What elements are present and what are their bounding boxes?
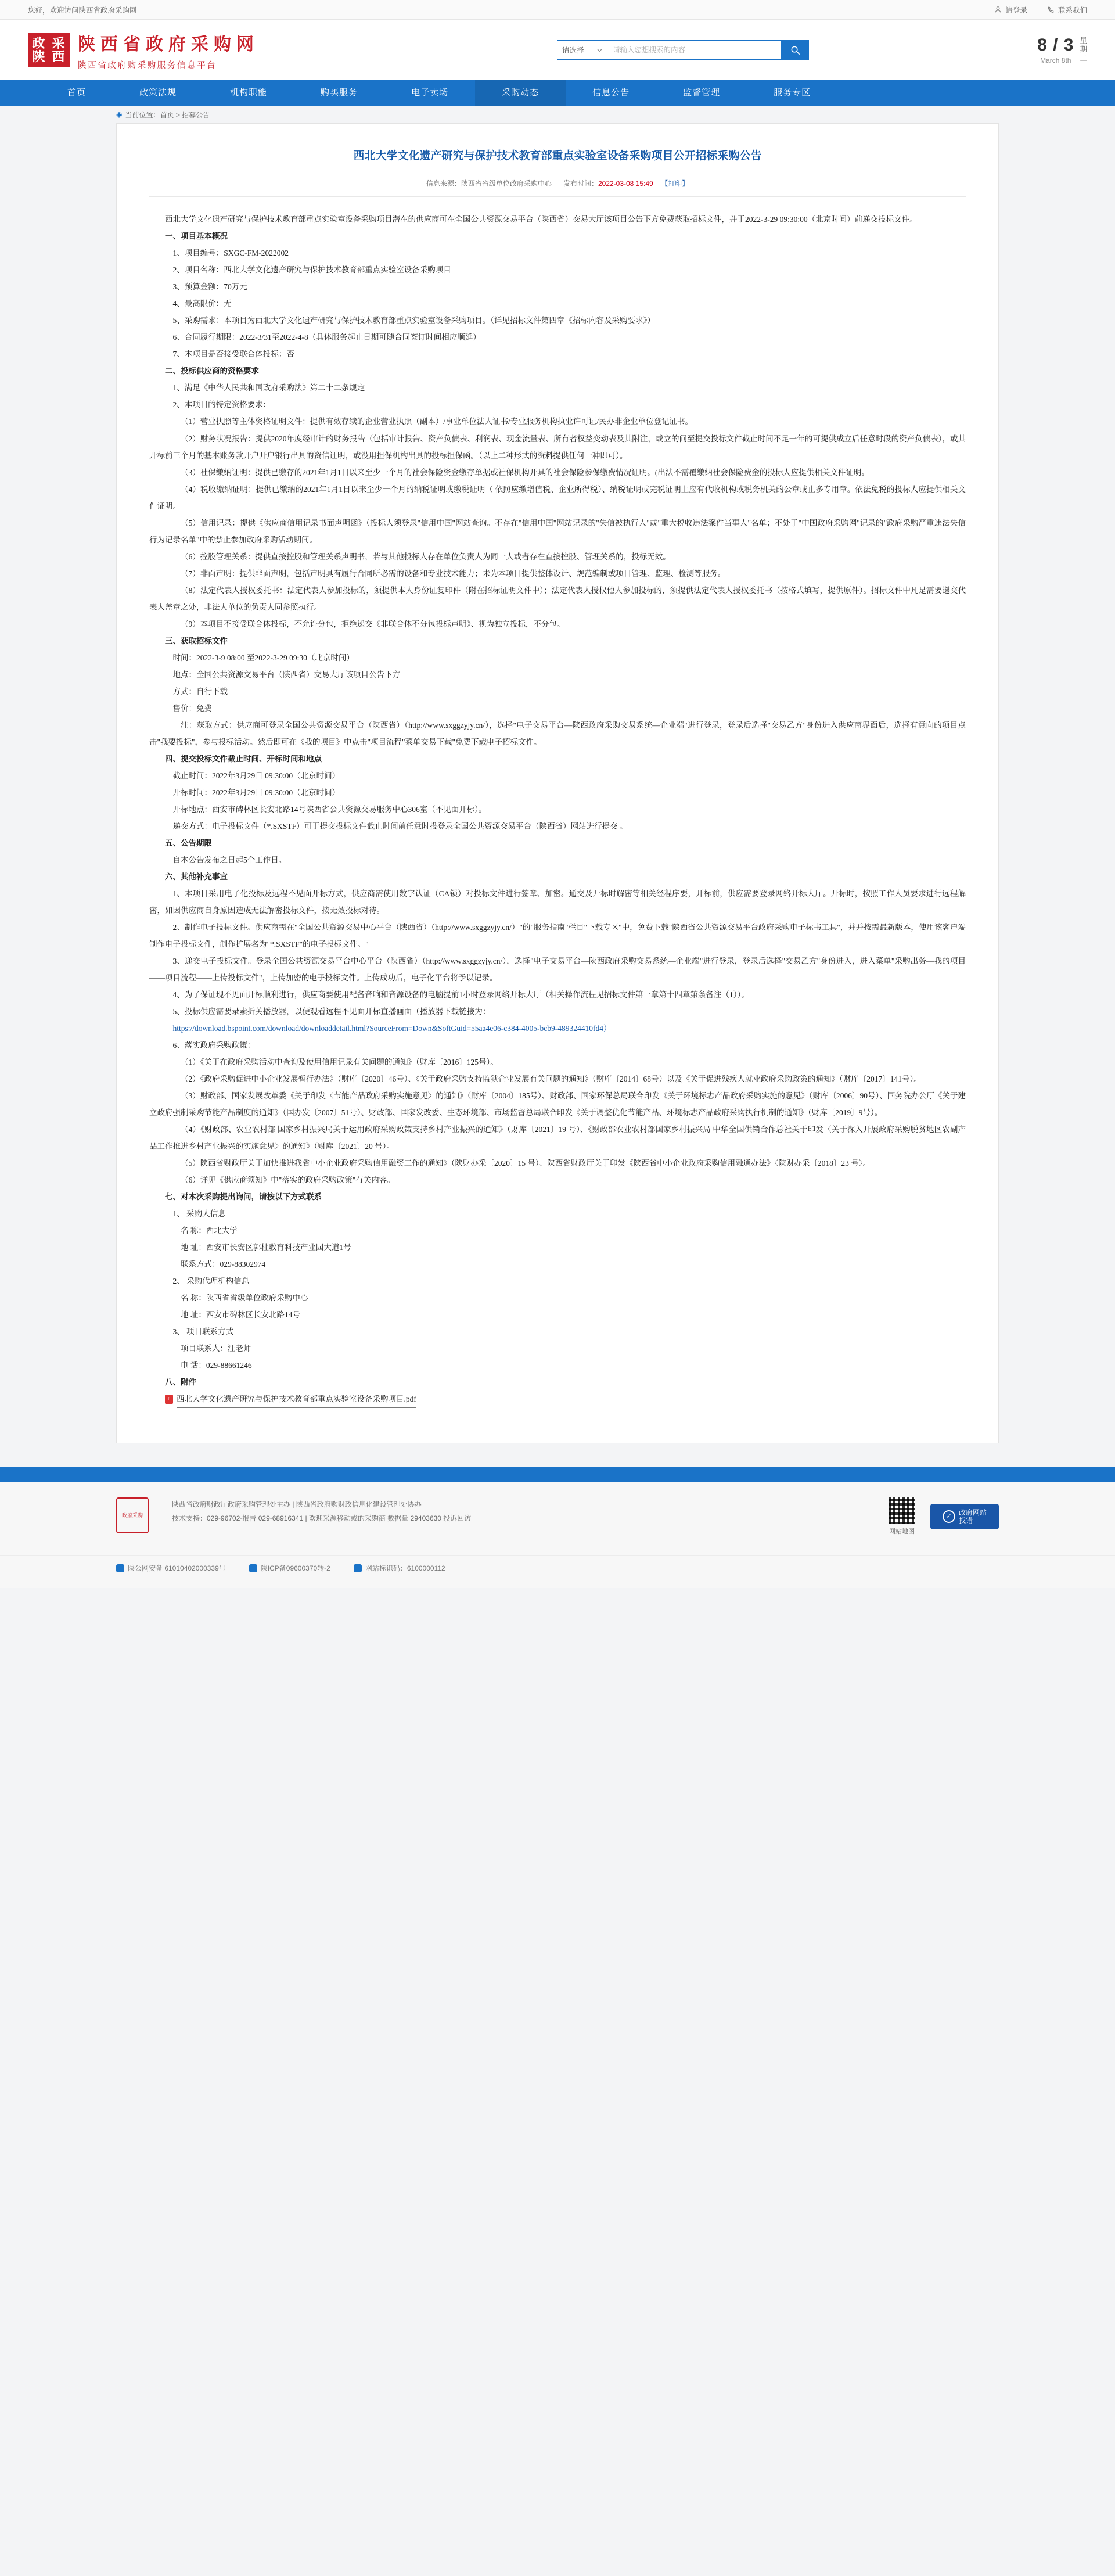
- qr-code-icon: [889, 1497, 915, 1524]
- print-button[interactable]: 【打印】: [661, 179, 689, 188]
- article-card: [116, 123, 999, 1443]
- article-paragraph: 3、递交电子投标文件。登录全国公共资源交易平台中心平台（陕西省）（http://www.sxggzyjy.cn/），选择"电子交易平台—陕西政府采购交易系统—企业端"进行登录，登录后选择"交易乙方"身份进入，进入菜单"采购出务—我的项目——项目流程——上传投标文件"，上传加密的电子投标文件。上传成功后，电子化平台将予以记录。: [149, 956, 966, 982]
- article-paragraph: 方式：自行下载: [172, 687, 228, 696]
- article-paragraph: 2、项目名称：西北大学文化遗产研究与保护技术教育部重点实验室设备采购项目: [172, 265, 451, 275]
- article-paragraph: （3）社保缴纳证明：提供已缴存的2021年1月1日以来至少一个月的社会保险资金缴存单据或社保机构开具的社会保险参保缴费情况证明。(出法不需覆缴纳社会保险费金的投标人应提供相关文件证明。: [181, 468, 869, 477]
- article-paragraph: 电 话：029-88661246: [181, 1361, 252, 1370]
- article-paragraph: 地 址：西安市长安区郭杜教育科技产业园大道1号: [181, 1243, 351, 1252]
- footer-legal-bar: [0, 1555, 1115, 1588]
- page-title: 西北大学文化遗产研究与保护技术教育部重点实验室设备采购项目公开招标采购公告: [353, 150, 762, 162]
- site-logo[interactable]: [28, 30, 259, 71]
- site-header: [0, 20, 1115, 80]
- article-paragraph: （1）《关于在政府采购活动中查询及使用信用记录有关问题的通知》（财库〔2016〕125号）。: [181, 1058, 498, 1067]
- article-paragraph: 1、满足《中华人民共和国政府采购法》第二十二条规定: [172, 383, 365, 393]
- article-paragraph: 5、投标供应需要录素折关播放器，以便观看远程不见面开标直播画面（播放器下载链接为：: [172, 1007, 491, 1016]
- cert-icon: [249, 1564, 257, 1572]
- weekday-line1: 星: [1080, 36, 1087, 45]
- date-sub: March 8th: [1040, 56, 1071, 64]
- article-paragraph: 自本公告发布之日起5个工作日。: [172, 855, 287, 864]
- article-paragraph: （4）《财政部、农业农村部 国家乡村振兴局关于运用政府采购政策支持乡村产业振兴的通知》（财库〔2021〕19 号）、《财政部农业农村部国家乡村振兴局 中华全国供销合作总社关于印发〈关于深入开展政府采购脱贫地区农副产品工作推进乡村产业振兴的实施意见〉的通知》（财库〔2021〕20 号）。: [149, 1125, 966, 1151]
- article-paragraph: 售价：免费: [172, 703, 212, 713]
- search-category-value: 请选择: [562, 46, 584, 55]
- article-paragraph: 时间：2022-3-9 08:00 至2022-3-29 09:30（北京时间）: [172, 653, 354, 662]
- search-bar: [557, 40, 809, 60]
- welcome-text: 您好，欢迎访问陕西省政府采购网: [28, 6, 137, 15]
- article-paragraph: 1、 采购人信息: [172, 1209, 226, 1219]
- location-pin-icon: ◉: [116, 110, 123, 118]
- article-paragraph: （9）本项目不接受联合体投标，不允许分包，拒绝递交《非联合体不分包投标声明》、视为独立投标，不分包。: [181, 619, 565, 628]
- nav-item-announcements[interactable]: 信息公告: [592, 88, 630, 98]
- nav-item-functions[interactable]: 机构职能: [230, 88, 268, 98]
- article-paragraph: 西北大学文化遗产研究与保护技术教育部重点实验室设备采购项目潜在的供应商可在全国公共资源交易平台（陕西省）交易大厅该项目公告下方免费获取招标文件，并于2022-3-29 09:30:00（北京时间）前递交投标文件。: [165, 215, 918, 224]
- article-paragraph: （7）非面声明：提供非面声明，包括声明具有履行合同所必需的设备和专业技术能力；未为本项目提供整体设计、规范编制或项目管理、监理、检测等服务。: [181, 569, 726, 578]
- nav-item-policies[interactable]: 政策法规: [139, 88, 177, 98]
- article-paragraph: 5、采购需求：本项目为西北大学文化遗产研究与保护技术教育部重点实验室设备采购项目。（详见招标文件第四章《招标内容及采购要求》）: [172, 316, 655, 325]
- article-paragraph: 三、获取招标文件: [165, 636, 228, 645]
- contact-link[interactable]: [1047, 5, 1087, 15]
- logo-mark: [28, 33, 70, 67]
- article-paragraph: （5）信用记录：提供《供应商信用记录书面声明函》（投标人须登录"信用中国"网站查询。不存在"信用中国"网站记录的"失信被执行人"或"重大税收违法案件当事人"名单；不处于"中国政府采购网"记录的"政府采购严重违法失信行为记录名单"中的禁止参加政府采购活动期间。: [149, 518, 966, 544]
- article-paragraph: 名 称：陕西省省级单位政府采购中心: [181, 1294, 308, 1303]
- article-paragraph: 递交方式：电子投标文件（*.SXSTF）可于提交投标文件截止时间前任意时投登录全国公共资源交易平台（陕西省）网站进行提交 。: [172, 821, 628, 831]
- article-paragraph: 联系方式：029-88302974: [181, 1260, 266, 1269]
- logo-mark-top: 政陕: [32, 35, 46, 64]
- gov-badge-line1: 政府网站: [958, 1508, 987, 1517]
- article-paragraph: 3、预算金额：70万元: [172, 282, 247, 292]
- article-paragraph: 项目联系人：汪老师: [181, 1344, 251, 1353]
- breadcrumb-text: 当前位置：首页 > 招募公告: [125, 110, 210, 119]
- nav-item-supervision[interactable]: 监督管理: [683, 88, 721, 98]
- article-date: 2022-03-08 15:49: [598, 179, 653, 188]
- article-source: 信息来源：陕西省省级单位政府采购中心: [426, 179, 552, 188]
- weekday-line2: 期: [1080, 45, 1087, 54]
- article-paragraph: 七、对本次采购提出询问，请按以下方式联系: [165, 1192, 322, 1202]
- gov-seal-text: 政府采购: [121, 1512, 143, 1518]
- article-paragraph: （3）财政部、国家发展改革委《关于印发〈节能产品政府采购实施意见〉的通知》（财库〔2004〕185号）、财政部、国家环保总局联合印发《关于环境标志产品政府采购实施的意见》（财库〔2006〕90号）、国务院办公厅《关于建立政府强制采购节能产品制度的通知》（国办发〔2007〕51号）、财政部、国家发改委、生态环境部、市场监督总局联合印发《关于调整优化节能产品、环境标志产品政府采购执行机制的通知》（财库〔2019〕9号）。: [149, 1091, 966, 1118]
- police-record[interactable]: [116, 1563, 226, 1573]
- site-map-label: 网站地图: [889, 1528, 915, 1536]
- article-paragraph: 六、其他补充事宜: [165, 872, 228, 881]
- site-code: [354, 1563, 445, 1573]
- icp-record[interactable]: [249, 1563, 330, 1573]
- chevron-down-icon: [597, 48, 602, 53]
- article-paragraph: （1）营业执照等主体资格证明文件：提供有效存续的企业营业执照（副本）/事业单位法人证书/专业服务机构执业许可证/民办非企业单位登记证书。: [181, 417, 693, 426]
- attachment-item[interactable]: [165, 1391, 966, 1408]
- article-date-label: 发布时间：: [563, 179, 598, 188]
- article-paragraph: 6、合同履行期限：2022-3/31至2022-4-8（具体服务起止日期可随合同签订时间相应顺延）: [172, 333, 481, 342]
- login-link[interactable]: [994, 5, 1027, 15]
- nav-item-service-zone[interactable]: 服务专区: [774, 88, 811, 98]
- gov-badge-line2: 找错: [958, 1517, 973, 1525]
- date-display: [1037, 35, 1087, 64]
- article-paragraph: 2、 采购代理机构信息: [172, 1277, 250, 1286]
- breadcrumb: [0, 106, 1115, 123]
- article-paragraph: 1、项目编号：SXGC-FM-2022002: [172, 249, 289, 258]
- article-paragraph: （8）法定代表人授权委托书：法定代表人参加投标的，须提供本人身份证复印件（附在招标证明文件中）；法定代表人授权他人参加投标的，须提供法定代表人授权委托书（按格式填写，提供原件）。招标文件中凡是需要递交代表人盖章之处，非法人单位的负责人同参照执行。: [149, 585, 966, 612]
- weekday-line3: 二: [1080, 54, 1087, 63]
- article-paragraph: 6、落实政府采购政策：: [172, 1041, 256, 1050]
- search-icon: [790, 45, 800, 55]
- article-paragraph: 注：获取方式：供应商可登录全国公共资源交易平台（陕西省）（http://www.sxggzyjy.cn/），选择"电子交易平台—陕西政府采购交易系统—企业端"进行登录，登录后选择"交易乙方"身份进入供应商界面后，选择有意向的项目点击"我要投标"，参与投标活动。然后即可在《我的项目》中点击"项目流程"菜单交易下载"免费下载电子招标文件。: [149, 720, 966, 746]
- footer-accent-bar: [0, 1467, 1115, 1482]
- gov-seal-icon: [116, 1497, 149, 1533]
- article-paragraph: 4、为了保证现不见面开标顺利进行，供应商要使用配备音响和音源设备的电脑提前1小时登录网络开标大厅（相关操作流程见招标文件第一章第十四章第条备注（1））。: [172, 990, 749, 1000]
- top-utility-bar: [0, 0, 1115, 20]
- main-navigation: [0, 80, 1115, 106]
- search-input[interactable]: [607, 40, 781, 60]
- article-paragraph: 二、投标供应商的资格要求: [165, 367, 259, 376]
- search-category-select[interactable]: [557, 40, 607, 60]
- article-body: [149, 211, 966, 1391]
- footer-line-1: 陕西省政府财政厅政府采购管理处主办 | 陕西省政府购财政信息化建设管理处协办: [172, 1500, 422, 1509]
- brand-title: 陕西省政府采购网: [78, 34, 259, 54]
- gov-badge-icon: ✓: [943, 1510, 955, 1523]
- pdf-icon: P: [165, 1395, 173, 1404]
- code-icon: [354, 1564, 362, 1572]
- article-paragraph: 开标时间：2022年3月29日 09:30:00（北京时间）: [172, 788, 340, 797]
- site-map-link[interactable]: [889, 1497, 915, 1536]
- article-paragraph: 3、 项目联系方式: [172, 1327, 234, 1336]
- article-paragraph: 八、附件: [165, 1378, 196, 1387]
- article-meta: [149, 178, 966, 197]
- article-paragraph: 一、项目基本概况: [165, 232, 228, 241]
- nav-item-procurement-news[interactable]: 采购动态: [475, 80, 566, 106]
- user-icon: [994, 6, 1002, 13]
- nav-item-purchase-service[interactable]: 购买服务: [321, 88, 358, 98]
- police-record-label: 陕公网安备 61010402000339号: [128, 1564, 226, 1573]
- article-paragraph: （2）财务状况报告：提供2020年度经审计的财务报告（包括审计报告、资产负债表、利润表、现金流量表、所有者权益变动表及其附注，或立的问至提交投标文件截止时间不足一年的可提供成立后任意时段的资产负债表），或其开标前三个月的基本账务款开户开户银行出具的资信证明，或没用担保机构出具的投标担保函。（以上二种形式的资料提供任何一种即可）。: [149, 434, 966, 460]
- date-number: 8 / 3: [1037, 35, 1074, 55]
- article-paragraph: （6）详见《供应商须知》中"落实的政府采购政策"有关内容。: [181, 1176, 395, 1185]
- contact-label: 联系我们: [1058, 6, 1087, 15]
- nav-item-emarket[interactable]: 电子卖场: [411, 88, 449, 98]
- phone-icon: [1047, 6, 1055, 13]
- article-paragraph: （2）《政府采购促进中小企业发展暂行办法》（财库〔2020〕46号）、《关于政府采购支持监狱企业发展有关问题的通知》（财库〔2014〕68号）以及《关于促进残疾人就业政府采购政策的通知》（财库〔2017〕141号）。: [181, 1075, 922, 1084]
- article-paragraph: 地点：全国公共资源交易平台（陕西省）交易大厅该项目公告下方: [172, 670, 400, 679]
- search-button[interactable]: [781, 40, 809, 60]
- article-paragraph: 开标地点：西安市碑林区长安北路14号陕西省公共资源交易服务中心306室（不见面开标）。: [172, 804, 487, 814]
- footer-line-2: 技术支持：029-96702-报告 029-68916341 | 欢迎采源移动或的采购商 数据量 29403630 投诉回访: [172, 1514, 472, 1523]
- login-label: 请登录: [1005, 6, 1027, 15]
- article-paragraph: https://download.bspoint.com/download/downloaddetail.html?SourceFrom=Down&SoftGuid=55aa4e06-c384-4005-bcb9-489324410fd4）: [172, 1024, 612, 1033]
- site-code-label: 网站标识码：6100000112: [365, 1564, 445, 1573]
- icp-record-label: 陕ICP备09600370转-2: [260, 1564, 330, 1573]
- gov-website-badge[interactable]: [930, 1504, 999, 1529]
- article-paragraph: 1、本项目采用电子化投标及远程不见面开标方式，供应商需使用数字认证（CA锁）对投标文件进行签章、加密。通交及开标时解密等相关经程序要，开标前，供应需要登录网络开标大厅。开标时，按照工作人员要求进行远程解密，如因供应商自身原因造成无法解密投标文件，按无效投标对待。: [149, 889, 966, 915]
- article-paragraph: （5）陕西省财政厅关于加快推进我省中小企业政府采购信用融资工作的通知》（陕财办采〔2020〕15 号）、陕西省财政厅关于印发《陕西省中小企业政府采购信用融通办法》〈陕财办采〔2018〕23 号〉。: [181, 1159, 871, 1168]
- logo-mark-bottom: 采西: [52, 35, 66, 64]
- article-paragraph: （4）税收缴纳证明：提供已缴纳的2021年1月1日以来至少一个月的纳税证明或缴税证明（ 依照应缴增值税、企业所得税）、纳税证明或完税证明上应有代收机构或税务机关的公章或止多专用章。依法免税的投标人应提供相关文件证明。: [149, 484, 966, 511]
- article-paragraph: 地 址：西安市碑林区长安北路14号: [181, 1310, 300, 1320]
- article-paragraph: 4、最高限价：无: [172, 299, 232, 308]
- attachment-link[interactable]: 西北大学文化遗产研究与保护技术教育部重点实验室设备采购项目.pdf: [177, 1391, 416, 1408]
- site-footer: [0, 1482, 1115, 1555]
- nav-item-home[interactable]: 首页: [67, 88, 87, 98]
- article-paragraph: （6）控股管理关系：提供直接控股和管理关系声明书，若与其他投标人存在单位负责人为同一人或者存在直接控股、管理关系的，投标无效。: [181, 552, 671, 561]
- brand-subtitle: 陕西省政府购采购服务信息平台: [78, 60, 217, 70]
- article-paragraph: 名 称：西北大学: [181, 1226, 238, 1235]
- article-paragraph: 四、提交投标文件截止时间、开标时间和地点: [165, 754, 322, 763]
- article-paragraph: 2、本项目的特定资格要求：: [172, 400, 271, 409]
- article-paragraph: 截止时间：2022年3月29日 09:30:00（北京时间）: [172, 771, 340, 780]
- article-paragraph: 7、本项目是否接受联合体投标：否: [172, 350, 294, 359]
- shield-icon: [116, 1564, 124, 1572]
- article-paragraph: 五、公告期限: [165, 838, 212, 847]
- article-paragraph: 2、制作电子投标文件。供应商需在"全国公共资源交易中心平台（陕西省）（http://www.sxggzyjy.cn/）"的"服务指南"栏目"下载专区"中，免费下载"陕西省公共资源交易平台政府采购电子标书工具"，并并按需最新版本，使用该客户端制作电子投标文件，制作扩展名为"*.SXSTF"的电子投标文件。": [149, 922, 966, 949]
